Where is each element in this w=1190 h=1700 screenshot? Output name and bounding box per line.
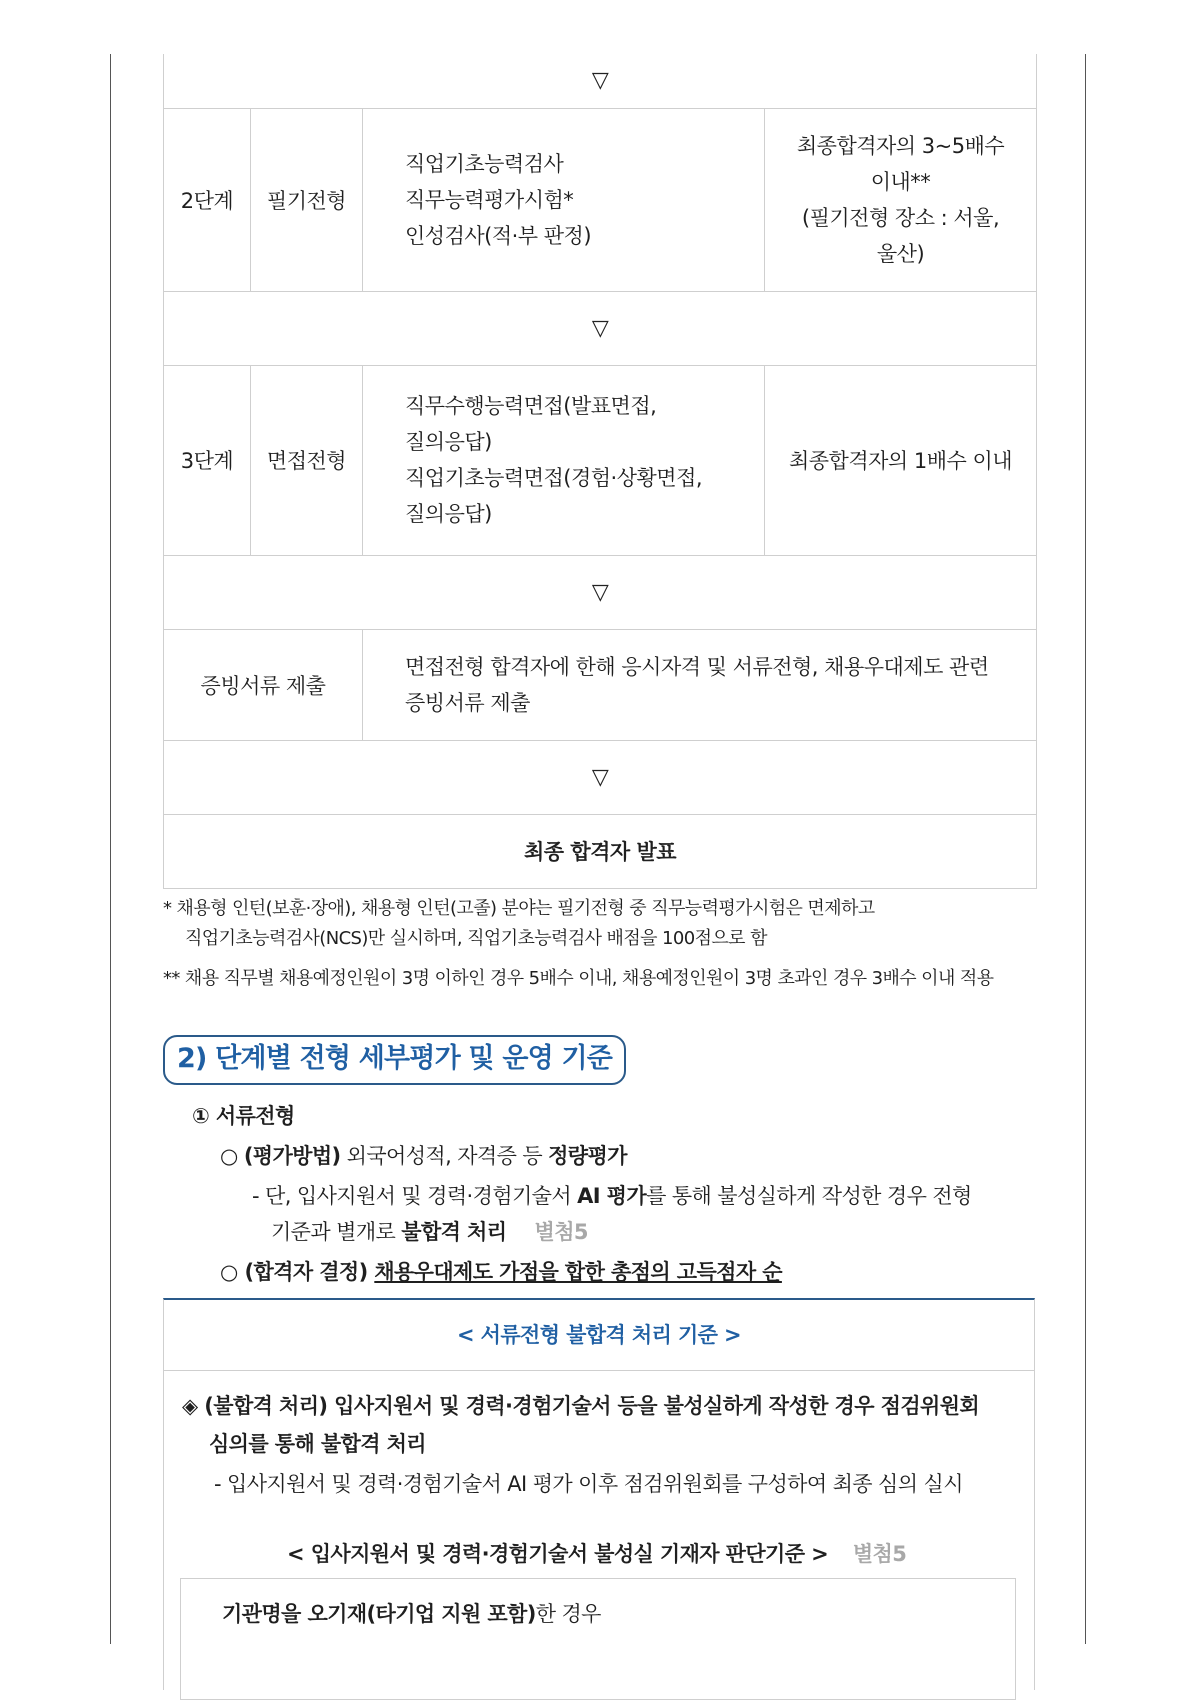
criteria-subheading: < 입사지원서 및 경력·경험기술서 불성실 기재자 판단기준 > 별첨5 [287, 1542, 907, 1566]
table-row-step3 [164, 365, 1037, 555]
step2-quota: 최종합격자의 3~5배수 이내** (필기전형 장소 : 서울, 울산) [765, 108, 1037, 291]
step3-type: 면접전형 [251, 365, 363, 555]
table-row-step2 [164, 108, 1037, 291]
step2-type: 필기전형 [251, 108, 363, 291]
criteria-table [180, 1578, 1016, 1700]
criteria-box-title: < 서류전형 불합격 처리 기준 > [164, 1300, 1034, 1371]
step3-quota: 최종합격자의 1배수 이내 [765, 365, 1037, 555]
flow-arrow: ▽ [164, 54, 1037, 108]
step2-details: 직업기초능력검사 직무능력평가시험* 인성검사(적·부 판정) [363, 108, 765, 291]
step2-stage: 2단계 [164, 108, 251, 291]
final-announcement: 최종 합격자 발표 [164, 814, 1037, 888]
docs-desc: 면접전형 합격자에 한해 응시자격 및 서류전형, 채용우대제도 관련 증빙서류 제출 [363, 629, 1037, 740]
flow-arrow: ▽ [164, 291, 1037, 365]
list-item: ○ (평가방법) 외국어성적, 자격증 등 정량평가 [220, 1144, 627, 1168]
criteria-line: ◈ (불합격 처리) 입사지원서 및 경력·경험기술서 등을 불성실하게 작성한 경우 점검위원회 [182, 1394, 980, 1418]
criteria-subline: - 입사지원서 및 경력·경험기술서 AI 평가 이후 점검위원회를 구성하여 최종 심의 실시 [214, 1472, 963, 1496]
diamond-icon: ◈ [182, 1394, 198, 1418]
table-row-docs [164, 629, 1037, 740]
list-subitem: - 단, 입사지원서 및 경력·경험기술서 AI 평가를 통해 불성실하게 작성한 경우 전형 [252, 1184, 972, 1208]
footnote-1: * 채용형 인턴(보훈·장애), 채용형 인턴(고졸) 분야는 필기전형 중 직무능력평가시험은 면제하고 [163, 898, 875, 919]
criteria-row: 기관명을 오기재(타기업 지원 포함)한 경우 [222, 1602, 601, 1626]
list-subitem-cont: 기준과 별개로 불합격 처리 별첨5 [271, 1220, 588, 1244]
list-item: ○ (합격자 결정) 채용우대제도 가점을 합한 총점의 고득점자 순 [220, 1260, 782, 1284]
footnote-1-cont: 직업기초능력검사(NCS)만 실시하며, 직업기초능력검사 배점을 100점으로 함 [185, 928, 767, 949]
subsection-heading: ① 서류전형 [192, 1104, 295, 1128]
flow-arrow: ▽ [164, 555, 1037, 629]
docs-label: 증빙서류 제출 [164, 629, 363, 740]
page-right-border [1085, 54, 1086, 1644]
selection-process-table [163, 54, 1037, 889]
criteria-line-cont: 심의를 통해 불합격 처리 [209, 1432, 426, 1456]
section-title: 2) 단계별 전형 세부평가 및 운영 기준 [163, 1035, 626, 1085]
attachment-ref: 별첨5 [534, 1220, 588, 1244]
step3-details: 직무수행능력면접(발표면접, 질의응답) 직업기초능력면접(경험·상황면접, 질의응답) [363, 365, 765, 555]
footnotes [163, 894, 1063, 994]
footnote-2: ** 채용 직무별 채용예정인원이 3명 이하인 경우 5배수 이내, 채용예정인원이 3명 초과인 경우 3배수 이내 적용 [163, 968, 994, 989]
step3-stage: 3단계 [164, 365, 251, 555]
page-left-border [110, 54, 111, 1644]
flow-arrow: ▽ [164, 740, 1037, 814]
attachment-ref: 별첨5 [852, 1542, 907, 1566]
